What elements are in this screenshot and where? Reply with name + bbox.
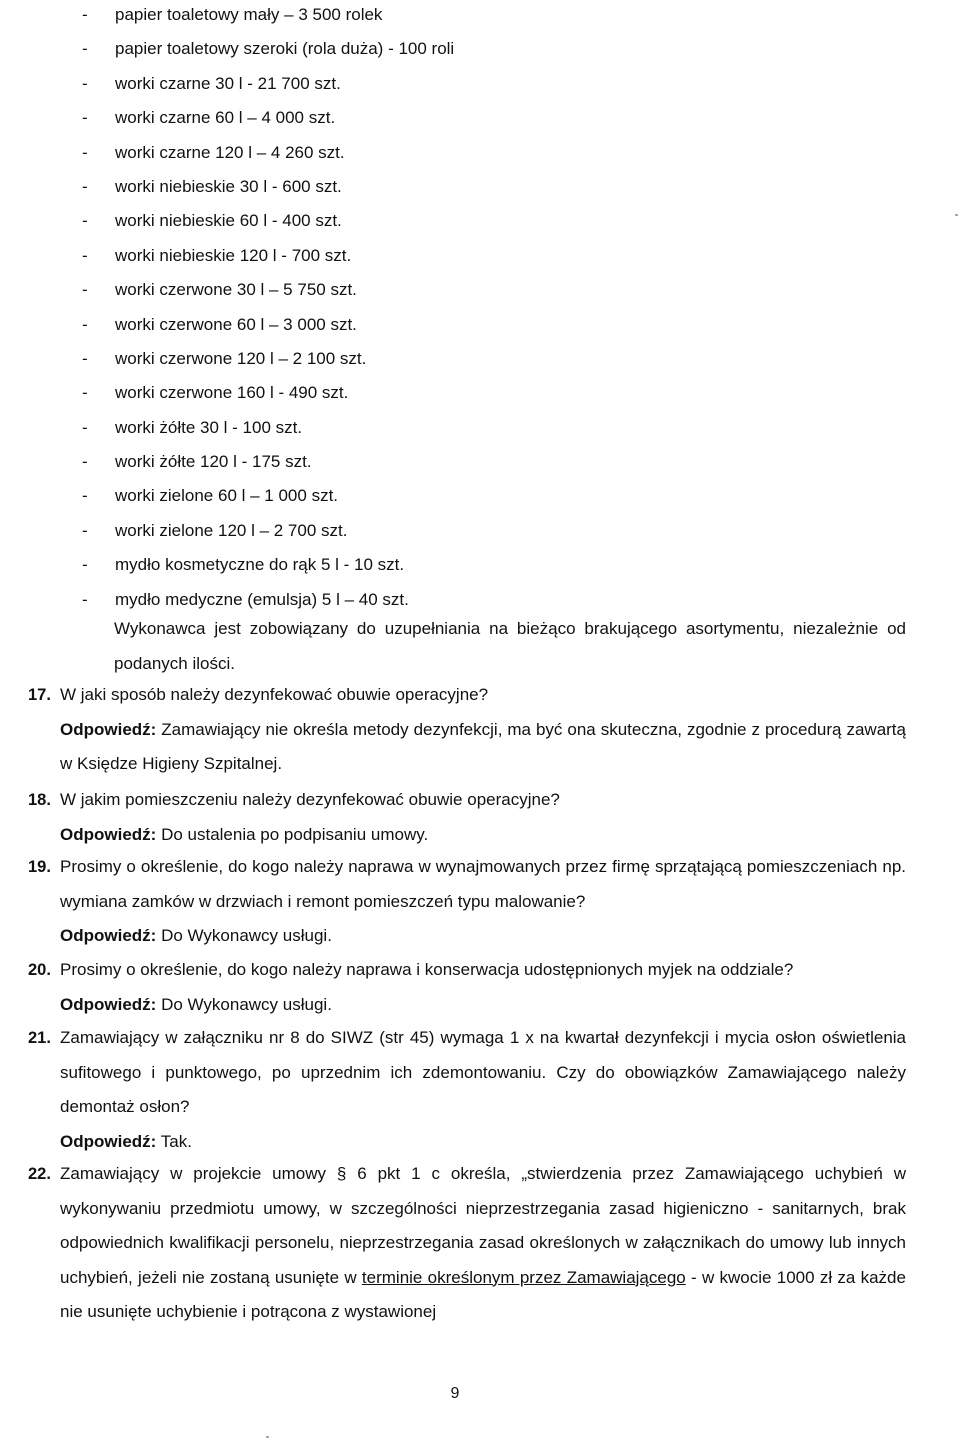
- list-item-text: worki żółte 30 l - 100 szt.: [115, 417, 303, 437]
- scan-speck: [266, 1436, 269, 1438]
- answer-text: [60, 713, 906, 782]
- item-number: 20.: [28, 961, 51, 979]
- bullet-dash: -: [82, 108, 88, 128]
- answer-text: [60, 1125, 906, 1160]
- bullet-dash: -: [82, 452, 88, 472]
- answer-value: Do ustalenia po podpisaniu umowy.: [161, 824, 429, 844]
- list-item: [82, 518, 922, 552]
- item-number: 21.: [28, 1029, 51, 1047]
- question-text: W jaki sposób należy dezynfekować obuwie operacyjne?: [60, 685, 489, 704]
- answer-value: Tak.: [160, 1131, 192, 1151]
- bullet-dash: -: [82, 211, 88, 231]
- question-text: Zamawiający w załączniku nr 8 do SIWZ (str 45) wymaga 1 x na kwartał dezynfekcji i mycia osłon oświetlenia sufitowego i punktowego, po uprzednim ich zdemontowaniu. Czy do obowiązków Zamawiającego należy demontaż osłon?: [60, 1028, 906, 1116]
- answer-text: [60, 818, 906, 853]
- list-item-text: worki czerwone 30 l – 5 750 szt.: [115, 280, 357, 300]
- bullet-dash: -: [82, 589, 88, 609]
- bullet-dash: -: [82, 520, 88, 540]
- scan-speck: [955, 214, 958, 216]
- item-22-text-b: - w kwocie 1000 zł za każde nie usunięte uchybienie i potrącona z wystawionej: [60, 1267, 906, 1321]
- list-item-text: worki czarne 120 l – 4 260 szt.: [115, 142, 345, 162]
- bullet-dash: -: [82, 383, 88, 403]
- list-item: [82, 552, 922, 586]
- note-paragraph: Wykonawca jest zobowiązany do uzupełniania na bieżąco brakującego asortymentu, niezależnie od podanych ilości.: [114, 619, 906, 673]
- list-item-text: worki czerwone 120 l – 2 100 szt.: [115, 348, 367, 368]
- list-item-text: mydło medyczne (emulsja) 5 l – 40 szt.: [115, 589, 409, 609]
- bullet-dash: -: [82, 280, 88, 300]
- list-item: [82, 174, 922, 208]
- item-number: 22.: [28, 1165, 51, 1183]
- list-item: [82, 483, 922, 517]
- list-item-text: worki czarne 60 l – 4 000 szt.: [115, 108, 336, 128]
- list-item-text: mydło kosmetyczne do rąk 5 l - 10 szt.: [115, 555, 405, 575]
- answer-label: Odpowiedź:: [60, 719, 157, 739]
- item-number: 17.: [28, 686, 51, 704]
- bullet-dash: -: [82, 73, 88, 93]
- list-item-text: papier toaletowy szeroki (rola duża) - 100 roli: [115, 39, 455, 59]
- item-number: 19.: [28, 858, 51, 876]
- list-item-text: worki zielone 120 l – 2 700 szt.: [115, 520, 348, 540]
- list-item: [82, 346, 922, 380]
- list-item-text: worki czarne 30 l - 21 700 szt.: [115, 73, 341, 93]
- list-item-text: worki czerwone 160 l - 490 szt.: [115, 383, 349, 403]
- bullet-dash: -: [82, 39, 88, 59]
- list-item-text: worki zielone 60 l – 1 000 szt.: [115, 486, 339, 506]
- list-item-text: worki niebieskie 30 l - 600 szt.: [115, 176, 342, 196]
- bullet-dash: -: [82, 5, 88, 24]
- bullet-dash: -: [82, 555, 88, 575]
- list-item: [82, 243, 922, 277]
- list-item-text: worki niebieskie 120 l - 700 szt.: [115, 245, 352, 265]
- list-item: [82, 208, 922, 242]
- list-item: [82, 36, 922, 70]
- bullet-dash: -: [82, 176, 88, 196]
- bullet-dash: -: [82, 245, 88, 265]
- supply-list: [82, 0, 922, 621]
- bullet-dash: -: [82, 348, 88, 368]
- list-item: [82, 71, 922, 105]
- question-text: Prosimy o określenie, do kogo należy naprawa w wynajmowanych przez firmę sprzątającą pomieszczeniach np. wymiana zamków w drzwiach i remont pomieszczeń typu malowanie?: [60, 857, 906, 911]
- answer-label: Odpowiedź:: [60, 824, 157, 844]
- bullet-dash: -: [82, 486, 88, 506]
- list-item: [82, 105, 922, 139]
- list-item: [82, 380, 922, 414]
- answer-value: Zamawiający nie określa metody dezynfekcji, ma być ona skuteczna, zgodnie z procedurą zawartą w Księdze Higieny Szpitalnej.: [60, 719, 906, 773]
- list-item: [82, 277, 922, 311]
- answer-label: Odpowiedź:: [60, 1131, 157, 1151]
- bullet-dash: -: [82, 142, 88, 162]
- bullet-dash: -: [82, 417, 88, 437]
- list-item: [82, 312, 922, 346]
- bullet-dash: -: [82, 314, 88, 334]
- list-item-text: worki żółte 120 l - 175 szt.: [115, 452, 312, 472]
- item-22-text-a: Zamawiający w projekcie umowy § 6 pkt 1 c określa, „stwierdzenia przez Zamawiającego uchybień w wykonywaniu przedmiotu umowy, w szczególności nieprzestrzegania zasad higieniczno - sanitarnych, brak odpowiednich kwalifikacji personelu, nieprzestrzegania zasad określonych w załącznikach do umowy lub innych uchybień, jeżeli nie zostaną usunięte w: [60, 1164, 906, 1287]
- list-item: [82, 415, 922, 449]
- answer-value: Do Wykonawcy usługi.: [161, 926, 332, 945]
- list-item-text: papier toaletowy mały – 3 500 rolek: [115, 5, 383, 24]
- answer-text: [60, 919, 906, 954]
- list-item: [82, 449, 922, 483]
- item-22-text: [60, 1157, 906, 1330]
- answer-text: [60, 988, 906, 1023]
- question-text: W jakim pomieszczeniu należy dezynfekować obuwie operacyjne?: [60, 790, 560, 809]
- item-number: 18.: [28, 791, 51, 809]
- answer-label: Odpowiedź:: [60, 926, 157, 945]
- page-number: 9: [450, 1385, 460, 1402]
- list-item-text: worki niebieskie 60 l - 400 szt.: [115, 211, 342, 231]
- answer-label: Odpowiedź:: [60, 994, 157, 1014]
- question-text: Prosimy o określenie, do kogo należy naprawa i konserwacja udostępnionych myjek na oddziale?: [60, 960, 794, 979]
- answer-value: Do Wykonawcy usługi.: [161, 994, 332, 1014]
- list-item-text: worki czerwone 60 l – 3 000 szt.: [115, 314, 357, 334]
- list-item: [82, 2, 922, 36]
- list-item: [82, 140, 922, 174]
- item-22-underlined: terminie określonym przez Zamawiającego: [361, 1267, 686, 1287]
